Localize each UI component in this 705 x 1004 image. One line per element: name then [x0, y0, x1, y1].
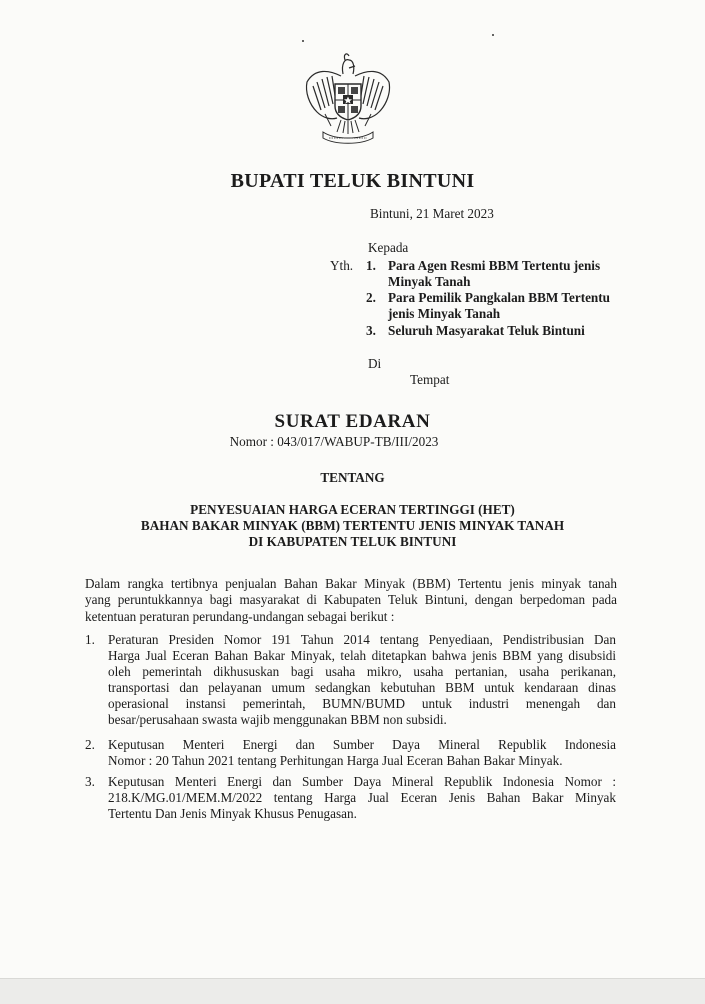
di-label: Di [368, 356, 382, 371]
recipient-line: Para Agen Resmi BBM Tertentu jenis [388, 258, 601, 273]
scan-speck [302, 40, 304, 42]
reference-item [108, 632, 616, 729]
scan-speck [492, 34, 494, 36]
reference-line: Harga Jual Eceran Bahan Bakar Minyak, telah ditetapkan bahwa jenis BBM yang disubsidi [108, 648, 616, 664]
recipient-line: Para Pemilik Pangkalan BBM Tertentu [388, 290, 610, 305]
kepada-label: Kepada [368, 240, 409, 255]
letter-number: Nomor : 043/017/WABUP-TB/III/2023 [229, 434, 439, 449]
letter-type: SURAT EDARAN [274, 411, 431, 432]
reference-line: Peraturan Presiden Nomor 191 Tahun 2014 tentang Penyediaan, Pendistribusian Dan [108, 632, 616, 647]
place-date: Bintuni, 21 Maret 2023 [370, 206, 494, 221]
reference-item [108, 774, 616, 822]
scan-bottom-edge [0, 978, 705, 1004]
yth-label: Yth. [330, 258, 354, 273]
subject-line: DI KABUPATEN TELUK BINTUNI [248, 534, 457, 549]
recipient-line: Minyak Tanah [388, 274, 471, 289]
recipient-number: 1. [366, 258, 376, 273]
reference-line: transportasi dan pelayanan umum sedangkan kebutuhan BBM untuk kendaraan dinas [108, 680, 616, 696]
regent-title: BUPATI TELUK BINTUNI [230, 170, 475, 192]
reference-line: oleh pemerintah dikhususkan bagi usaha mikro, usaha pertanian, usaha perikanan, [108, 664, 616, 680]
intro-line: ketentuan peraturan perundang-undangan sebagai berikut : [85, 608, 395, 624]
reference-line: 218.K/MG.01/MEM.M/2022 tentang Harga Jual Eceran Jenis Bahan Bakar Minyak [108, 790, 616, 806]
reference-line: Keputusan Menteri Energi dan Sumber Daya Mineral Republik Indonesia Nomor : [108, 774, 616, 789]
recipient-number: 2. [366, 290, 376, 305]
reference-item [108, 737, 616, 769]
garuda-emblem-icon [301, 48, 395, 146]
reference-line: Tertentu Dan Jenis Minyak Khusus Penugasan. [108, 806, 357, 822]
intro-line: yang peruntukkannya bagi masyarakat di Kabupaten Teluk Bintuni, dengan berpedoman pada [85, 592, 617, 608]
subject-line: PENYESUAIAN HARGA ECERAN TERTINGGI (HET) [190, 502, 515, 517]
recipient-line: Seluruh Masyarakat Teluk Bintuni [388, 323, 585, 338]
tempat-label: Tempat [410, 372, 450, 387]
reference-line: Keputusan Menteri Energi dan Sumber Daya Mineral Republik Indonesia [108, 737, 616, 752]
recipient-line: jenis Minyak Tanah [388, 306, 501, 321]
reference-line: operasional instansi pemerintah, BUMN/BUMD untuk industri menengah dan [108, 696, 616, 712]
reference-number: 1. [85, 632, 95, 647]
recipient-number: 3. [366, 323, 376, 338]
reference-number: 2. [85, 737, 95, 752]
subject-line: BAHAN BAKAR MINYAK (BBM) TERTENTU JENIS MINYAK TANAH [140, 518, 565, 533]
tentang-label: TENTANG [320, 470, 385, 485]
reference-line: Nomor : 20 Tahun 2021 tentang Perhitungan Harga Jual Eceran Bahan Bakar Minyak. [108, 753, 563, 769]
intro-paragraph [85, 576, 617, 625]
intro-line: Dalam rangka tertibnya penjualan Bahan Bakar Minyak (BBM) Tertentu jenis minyak tanah [85, 576, 617, 591]
reference-line: besar/perusahaan swasta wajib menggunakan BBM non subsidi. [108, 712, 447, 728]
reference-number: 3. [85, 774, 95, 789]
